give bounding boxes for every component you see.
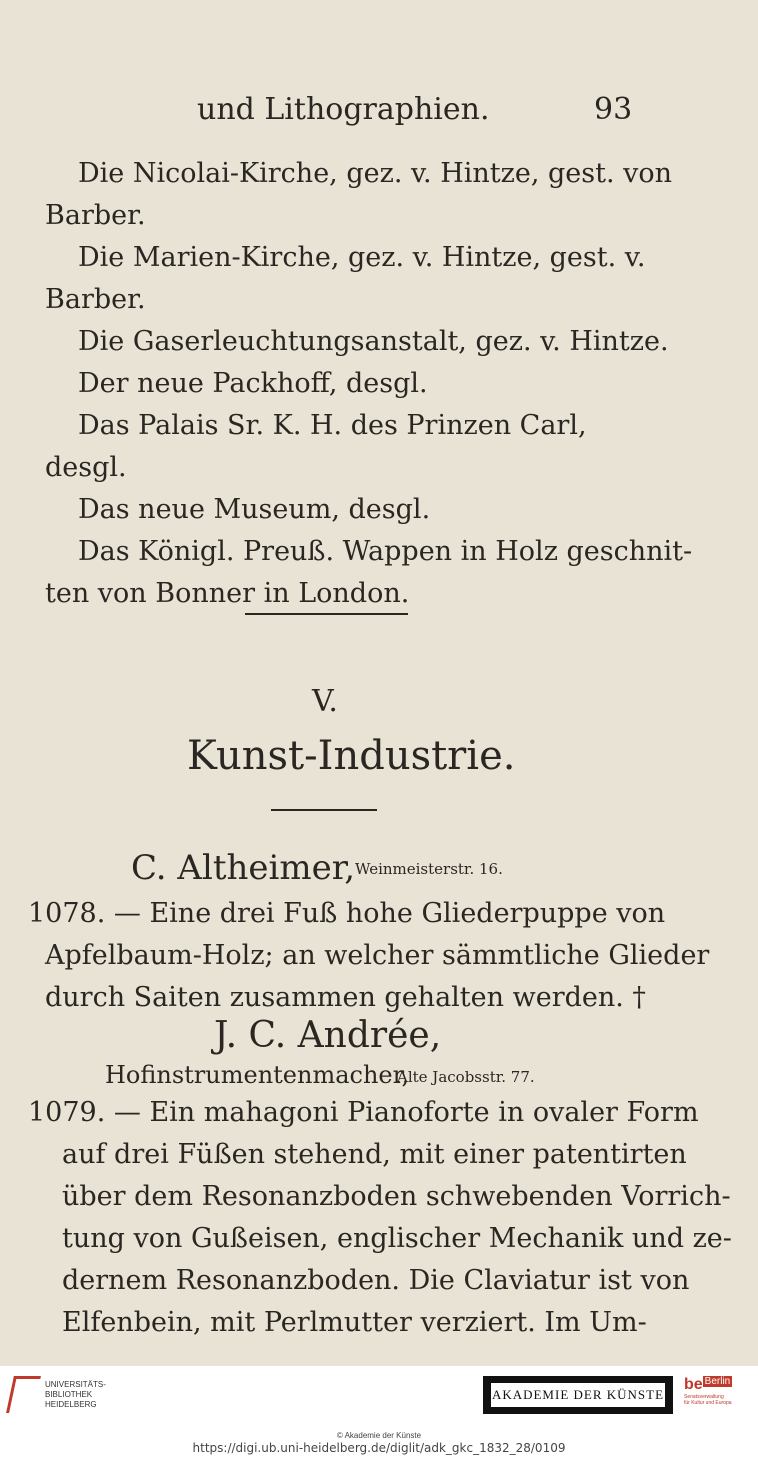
- exhibitor-address: Alte Jacobsstr. 77.: [397, 1068, 535, 1086]
- entry-line: Das Palais Sr. K. H. des Prinzen Carl,: [78, 410, 587, 441]
- berlin-logo[interactable]: be Berlin Senatsverwaltung für Kultur und Europa: [684, 1376, 732, 1406]
- exhibitor-name: C. Altheimer,: [131, 848, 356, 888]
- entry-line: dernem Resonanzboden. Die Claviatur ist von: [62, 1265, 690, 1296]
- copyright-text: © Akademie der Künste: [336, 1431, 422, 1440]
- running-title: und Lithographien.: [197, 92, 490, 127]
- entry-line: Die Marien-Kirche, gez. v. Hintze, gest. v.: [78, 242, 646, 273]
- entry-line: tung von Gußeisen, englischer Mechanik und ze-: [62, 1223, 732, 1254]
- entry-line: Das neue Museum, desgl.: [78, 494, 431, 525]
- section-divider-bottom: [271, 809, 377, 811]
- entry-line: Der neue Packhoff, desgl.: [78, 368, 428, 399]
- page-number: 93: [594, 92, 633, 127]
- entry-line: auf drei Füßen stehend, mit einer patentirten: [62, 1139, 687, 1170]
- exhibitor-address: Weinmeisterstr. 16.: [355, 860, 503, 878]
- entry-line: Elfenbein, mit Perlmutter verziert. Im Um-: [62, 1307, 647, 1338]
- entry-line: desgl.: [45, 452, 127, 483]
- academy-logo[interactable]: AKADEMIE DER KÜNSTE: [483, 1376, 673, 1414]
- library-mark-icon: [6, 1376, 41, 1413]
- entry-line: durch Saiten zusammen gehalten werden. †: [45, 982, 646, 1013]
- entry-line: über dem Resonanzboden schwebenden Vorrich-: [62, 1181, 731, 1212]
- exhibitor-name: J. C. Andrée,: [214, 1015, 442, 1056]
- entry-line: Das Königl. Preuß. Wappen in Holz geschnit-: [78, 536, 693, 567]
- viewer-footer: [0, 1366, 758, 1430]
- entry-line: 1078. — Eine drei Fuß hohe Gliederpuppe von: [28, 898, 666, 929]
- entry-line: Barber.: [45, 284, 146, 315]
- entry-line: Die Nicolai-Kirche, gez. v. Hintze, gest. von: [78, 158, 673, 189]
- entry-line: ten von Bonner in London.: [45, 578, 410, 609]
- library-logo[interactable]: UNIVERSITÄTS- BIBLIOTHEK HEIDELBERG: [10, 1376, 106, 1413]
- entry-line: 1079. — Ein mahagoni Pianoforte in ovaler Form: [28, 1097, 699, 1128]
- section-title: Kunst-Industrie.: [187, 733, 516, 779]
- section-divider-top: [245, 613, 408, 615]
- exhibitor-profession: Hofinstrumentenmacher,: [105, 1061, 410, 1089]
- section-numeral: V.: [312, 684, 338, 719]
- entry-line: Apfelbaum-Holz; an welcher sämmtliche Glieder: [45, 940, 710, 971]
- entry-line: Die Gaserleuchtungsanstalt, gez. v. Hintze.: [78, 326, 669, 357]
- permalink-url[interactable]: https://digi.ub.uni-heidelberg.de/diglit/adk_gkc_1832_28/0109: [192, 1441, 566, 1455]
- entry-line: Barber.: [45, 200, 146, 231]
